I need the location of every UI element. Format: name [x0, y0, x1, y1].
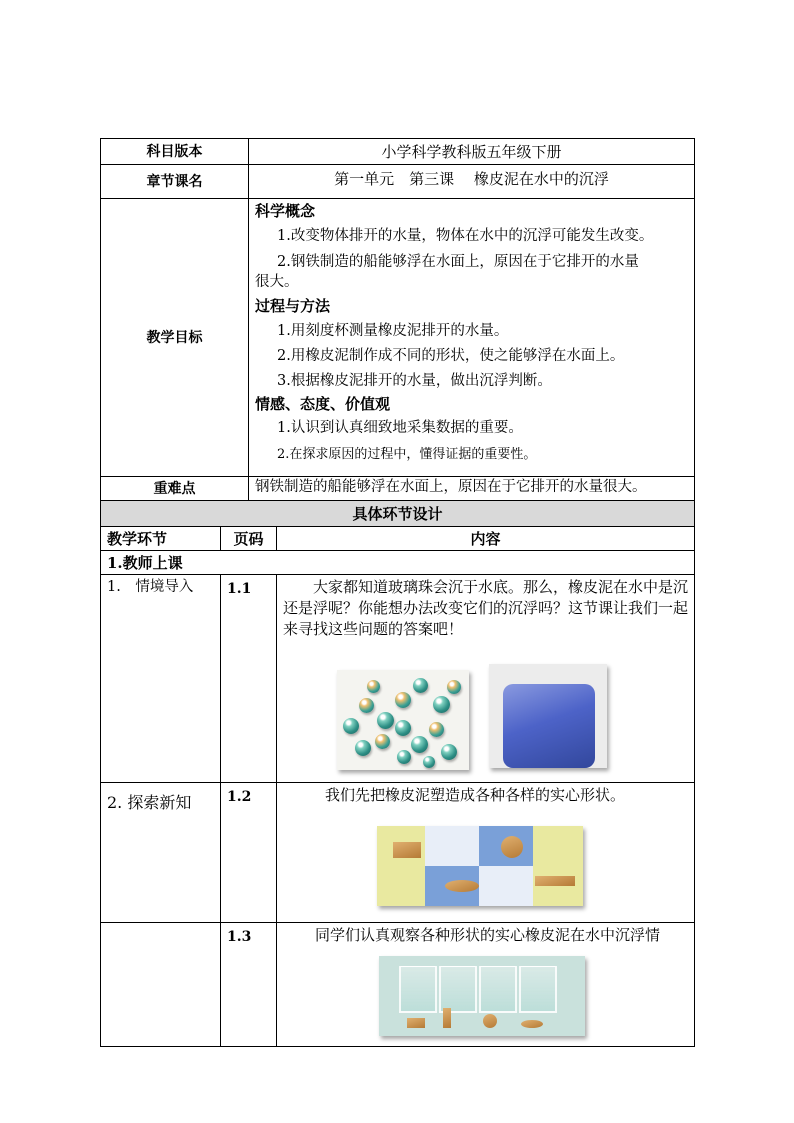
- emotion-item-2: 2.在探求原因的过程中，懂得证据的重要性。: [277, 447, 537, 462]
- step-empty: [101, 923, 221, 1047]
- process-item-3: 3.根据橡皮泥排开的水量，做出沉浮判断。: [277, 373, 552, 389]
- process-item-2: 2.用橡皮泥制作成不同的形状，使之能够浮在水面上。: [277, 348, 625, 364]
- concept-item-2-cont: 很大。: [255, 274, 299, 290]
- col-page-header: 页码: [221, 527, 277, 551]
- col-content-header: 内容: [277, 527, 695, 551]
- process-item-1: 1.用刻度杯测量橡皮泥排开的水量。: [277, 323, 509, 339]
- step-explore: 2. 探索新知: [101, 783, 221, 923]
- observe-paragraph: 同学们认真观察各种形状的实心橡皮泥在水中沉浮情: [315, 926, 661, 944]
- glass-marbles-image: [337, 670, 469, 770]
- clay-cube-image: [489, 664, 607, 768]
- concept-title: 科学概念: [255, 202, 316, 220]
- content-intro: [277, 575, 695, 783]
- explore-images: [277, 822, 694, 922]
- intro-images: [277, 664, 694, 776]
- page-1-2: 1.2: [221, 783, 277, 923]
- content-observe: [277, 923, 695, 1047]
- explore-paragraph: 我们先把橡皮泥塑造成各种各样的实心形状。: [325, 786, 626, 804]
- clay-shapes-image: [377, 826, 583, 906]
- emotion-item-1: 1.认识到认真细致地采集数据的重要。: [277, 420, 523, 436]
- subject-label: 科目版本: [101, 139, 249, 165]
- concept-item-2: 2.钢铁制造的船能够浮在水面上，原因在于它排开的水量: [277, 254, 639, 270]
- section-1-title: 1.教师上课: [101, 551, 695, 575]
- chapter-value: 第一单元 第三课 橡皮泥在水中的沉浮: [249, 165, 695, 199]
- lesson-plan-document: [100, 138, 694, 1047]
- content-explore: [277, 783, 695, 923]
- subject-value: 小学科学教科版五年级下册: [249, 139, 695, 165]
- lesson-plan-table: [100, 138, 695, 1047]
- page-1-1: 1.1: [221, 575, 277, 783]
- clay-cube: [503, 684, 595, 768]
- col-step-header: 教学环节: [101, 527, 221, 551]
- clay-in-water-image: [379, 956, 585, 1036]
- goals-cell: [249, 199, 695, 477]
- key-value: 钢铁制造的船能够浮在水面上，原因在于它排开的水量很大。: [249, 477, 695, 501]
- process-title: 过程与方法: [255, 297, 331, 315]
- observe-images: [277, 956, 694, 1036]
- page-1-3: 1.3: [221, 923, 277, 1047]
- emotion-title: 情感、态度、价值观: [255, 395, 391, 413]
- intro-paragraph: 大家都知道玻璃珠会沉于水底。那么，橡皮泥在水中是沉还是浮呢？你能想办法改变它们的沉浮吗？这节课让我们一起来寻找这些问题的答案吧！: [283, 578, 689, 638]
- goals-label: 教学目标: [101, 199, 249, 477]
- key-label: 重难点: [101, 477, 249, 501]
- step-intro: 1. 情境导入: [101, 575, 221, 783]
- concept-item-1: 1.改变物体排开的水量，物体在水中的沉浮可能发生改变。: [277, 228, 654, 244]
- chapter-label: 章节课名: [101, 165, 249, 199]
- design-title: 具体环节设计: [101, 501, 695, 527]
